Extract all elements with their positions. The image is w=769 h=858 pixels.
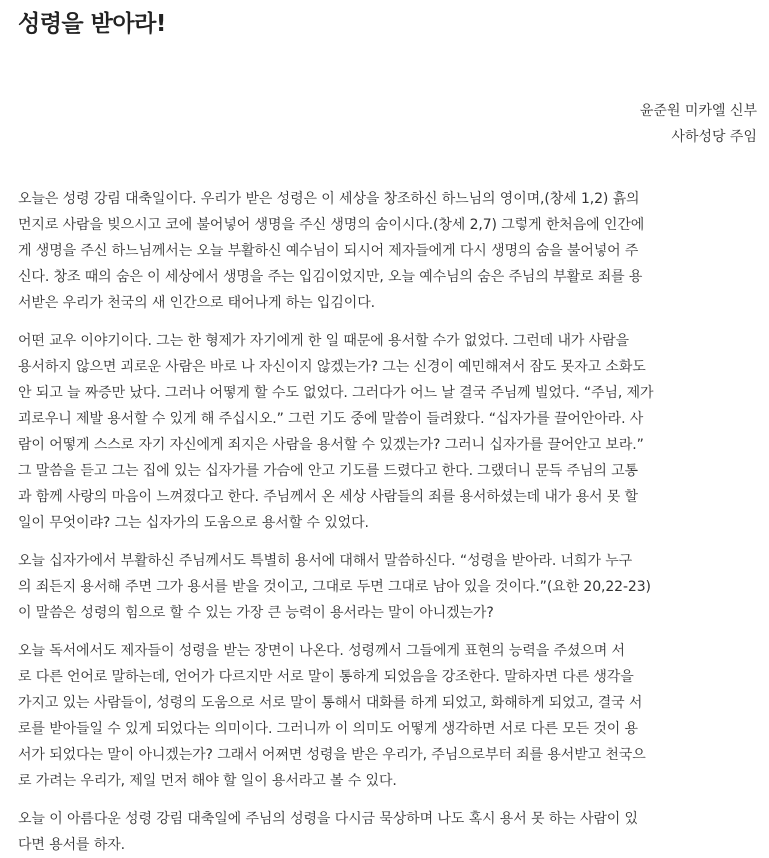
paragraph-gap: [18, 794, 762, 806]
author-name: 윤준원 미카엘 신부: [639, 103, 757, 119]
text-line: 오늘 십자가에서 부활하신 주님께서도 특별히 용서에 대해서 말씀하신다. “성령을 받아라. 너희가 누구: [18, 553, 633, 569]
paragraph-gap: [18, 316, 762, 328]
text-line: 서받은 우리가 천국의 새 인간으로 태어나게 하는 입김이다.: [18, 295, 375, 311]
text-line: 괴로우니 제발 용서할 수 있게 해 주십시오.” 그런 기도 중에 말씀이 들려왔다. “십자가를 끌어안아라. 사: [18, 411, 644, 427]
text-line: 신다. 창조 때의 숨은 이 세상에서 생명을 주는 입김이었지만, 오늘 예수님의 숨은 주님의 부활로 죄를 용: [18, 269, 643, 285]
text-line: 어떤 교우 이야기이다. 그는 한 형제가 자기에게 한 일 때문에 용서할 수가 없었다. 그런데 내가 사람을: [18, 333, 629, 349]
text-line: 과 함께 사랑의 마음이 느껴졌다고 한다. 주님께서 온 세상 사람들의 죄를 용서하셨는데 내가 용서 못 할: [18, 489, 638, 505]
text-line: 오늘은 성령 강림 대축일이다. 우리가 받은 성령은 이 세상을 창조하신 하느님의 영이며,(창세 1,2) 흙의: [18, 191, 640, 207]
author-role: 사하성당 주임: [671, 129, 757, 145]
text-line: 용서하지 않으면 괴로운 사람은 바로 나 자신이지 않겠는가? 그는 신경이 예민해져서 잠도 못자고 소화도: [18, 359, 646, 375]
text-line: 안 되고 늘 짜증만 났다. 그러나 어떻게 할 수도 없었다. 그러다가 어느 날 결국 주님께 빌었다. “주님, 제가: [18, 385, 654, 401]
paragraph-gap: [18, 626, 762, 638]
text-line: 로 다른 언어로 말하는데, 언어가 다르지만 서로 말이 통하게 되었음을 강조한다. 말하자면 다른 생각을: [18, 669, 634, 685]
paragraph-2: [18, 328, 762, 536]
text-line: 다면 용서를 하자.: [18, 837, 126, 853]
article-body: [18, 186, 762, 858]
author-block: [640, 98, 757, 150]
article-title: 성령을 받아라!: [18, 11, 166, 37]
text-line: 게 생명을 주신 하느님께서는 오늘 부활하신 예수님이 되시어 제자들에게 다시 생명의 숨을 불어넣어 주: [18, 243, 639, 259]
text-line: 로 가려는 우리가, 제일 먼저 해야 할 일이 용서라고 볼 수 있다.: [18, 773, 397, 789]
text-line: 가지고 있는 사람들이, 성령의 도움으로 서로 말이 통해서 대화를 하게 되었고, 화해하게 되었고, 결국 서: [18, 695, 643, 711]
text-line: 오늘 독서에서도 제자들이 성령을 받는 장면이 나온다. 성령께서 그들에게 표현의 능력을 주셨으며 서: [18, 643, 625, 659]
text-line: 람이 어떻게 스스로 자기 자신에게 죄지은 사람을 용서할 수 있겠는가? 그러니 십자가를 끌어안고 보라.”: [18, 437, 644, 453]
paragraph-gap: [18, 536, 762, 548]
paragraph-5: [18, 806, 762, 858]
text-line: 서가 되었다는 말이 아니겠는가? 그래서 어쩌면 성령을 받은 우리가, 주님으로부터 죄를 용서받고 천국으: [18, 747, 646, 763]
text-line: 그 말씀을 듣고 그는 집에 있는 십자가를 가슴에 안고 기도를 드렸다고 한다. 그랬더니 문득 주님의 고통: [18, 463, 638, 479]
text-line: 먼지로 사람을 빚으시고 코에 불어넣어 생명을 주신 생명의 숨이시다.(창세 2,7) 그렇게 한처음에 인간에: [18, 217, 645, 233]
text-line: 이 말씀은 성령의 힘으로 할 수 있는 가장 큰 능력이 용서라는 말이 아니겠는가?: [18, 605, 494, 621]
text-line: 의 죄든지 용서해 주면 그가 용서를 받을 것이고, 그대로 두면 그대로 남아 있을 것이다.”(요한 20,22-23): [18, 579, 651, 595]
text-line: 오늘 이 아름다운 성령 강림 대축일에 주님의 성령을 다시금 묵상하며 나도 혹시 용서 못 하는 사람이 있: [18, 811, 638, 827]
paragraph-4: [18, 638, 762, 794]
text-line: 로를 받아들일 수 있게 되었다는 의미이다. 그러니까 이 의미도 어떻게 생각하면 서로 다른 모든 것이 용: [18, 721, 638, 737]
text-line: 일이 무엇이랴? 그는 십자가의 도움으로 용서할 수 있었다.: [18, 515, 369, 531]
paragraph-3: [18, 548, 762, 626]
paragraph-1: [18, 186, 762, 316]
